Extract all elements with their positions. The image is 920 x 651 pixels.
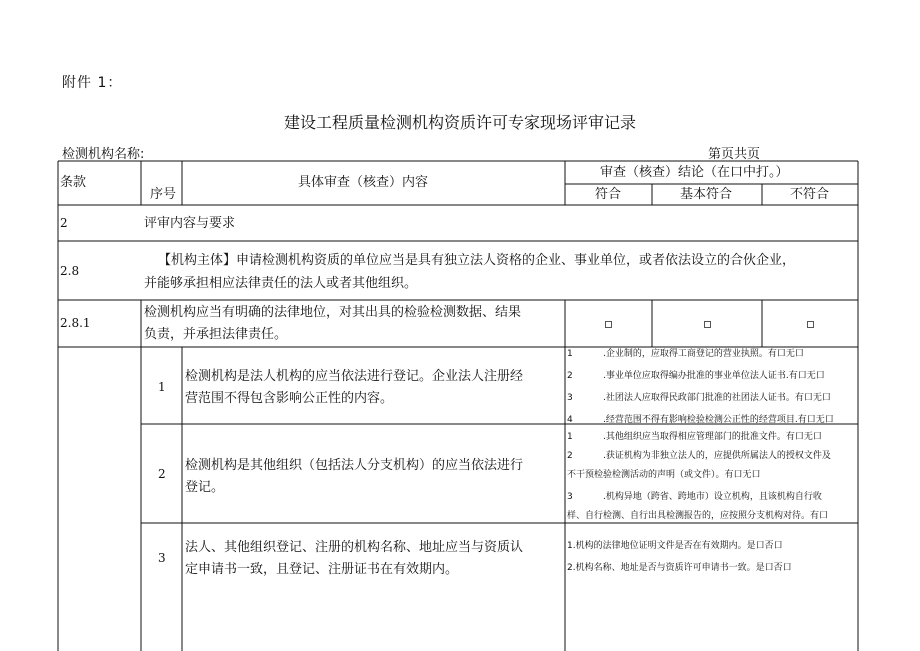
header-clause: 条款: [60, 175, 87, 190]
item-1-note-4: .经营范围不得有影响检验检测公正性的经营项目.有口无口: [603, 415, 834, 423]
item-3-note-1: 1.机构的法律地位证明文件是否在有效期内。是口否口: [567, 541, 783, 551]
item-1-note-4-num: 4: [567, 415, 573, 423]
item-2-note-2: .获证机构为非独立法人的，应提供所属法人的授权文件及: [603, 451, 831, 461]
page-title: 建设工程质量检测机构资质许可专家现场评审记录: [283, 113, 636, 132]
header-not-conform: 不符合: [790, 187, 830, 202]
clause-2-8-1-line2: 负责，并承担法律责任。: [144, 327, 288, 342]
item-2-notes: [565, 424, 857, 522]
section-heading: 评审内容与要求: [144, 216, 236, 231]
item-2-note-3b: 样、自行检测、自行出具检测报告的，应按照分支机构对待。有口: [567, 511, 829, 521]
item-1-note-2-num: 2: [567, 371, 573, 381]
item-2-note-3-num: 3: [567, 492, 573, 502]
attachment-label: 附件 1：: [62, 75, 123, 91]
item-3-note-2: 2.机构名称、地址是否与资质许可申请书一致。是口否口: [567, 563, 792, 573]
item-1-note-1: .企业制的，应取得工商登记的营业执照。有口无口: [603, 349, 804, 359]
item-1-line2: 营范围不得包含影响公正性的内容。: [185, 391, 394, 406]
checkbox-basic-conform[interactable]: [704, 321, 711, 328]
item-2-note-2-num: 2: [567, 451, 573, 461]
item-1-note-2: .事业单位应取得编办批准的事业单位法人证书.有口无口: [603, 371, 825, 381]
header-content: 具体审查（核查）内容: [298, 175, 429, 190]
item-1-line1: 检测机构是法人机构的应当依法进行登记。企业法人注册经: [185, 369, 524, 384]
item-2-line1: 检测机构是其他组织（包括法人分支机构）的应当依法进行: [185, 458, 524, 473]
item-1-note-3-num: 3: [567, 393, 573, 403]
clause-2-8-line1: 【机构主体】申请检测机构资质的单位应当是具有独立法人资格的企业、事业单位，或者依法设立的合伙企业，: [158, 253, 796, 268]
item-3-line2: 定申请书一致，且登记、注册证书在有效期内。: [185, 562, 459, 577]
item-1-seq: 1: [158, 380, 166, 394]
clause-2-8: 2.8: [60, 264, 80, 278]
page-info: 第页共页: [708, 147, 761, 162]
item-1-note-3: .社团法人应取得民政部门批准的社团法人证书。有口无口: [603, 393, 831, 403]
clause-2-8-line2: 并能够承担相应法律责任的法人或者其他组织。: [144, 276, 418, 291]
clause-2-8-1: 2.8.1: [60, 316, 91, 330]
item-2-line2: 登记。: [185, 480, 225, 495]
clause-2: 2: [60, 216, 68, 230]
header-conclusion: 审查（核查）结论（在口中打。）: [600, 165, 789, 180]
header-basic-conform: 基本符合: [680, 187, 733, 202]
header-conform: 符合: [595, 187, 622, 202]
item-1-notes: [565, 347, 857, 423]
header-seq: 序号: [150, 187, 177, 202]
checkbox-not-conform[interactable]: [807, 321, 814, 328]
org-name-label: 检测机构名称:: [62, 147, 145, 162]
item-2-note-1-num: 1: [567, 432, 573, 442]
checkbox-conform[interactable]: [605, 321, 612, 328]
item-3-seq: 3: [158, 551, 166, 565]
item-3-line1: 法人、其他组织登记、注册的机构名称、地址应当与资质认: [185, 540, 524, 555]
item-2-note-1: .其他组织应当取得相应管理部门的批准文件。有口无口: [603, 432, 822, 442]
item-2-note-2b: 不干预检验检测活动的声明（或文件）。有口无口: [567, 470, 761, 480]
item-2-note-3: .机构异地（跨省、跨地市）设立机构，且该机构自行收: [603, 492, 822, 502]
clause-2-8-1-line1: 检测机构应当有明确的法律地位，对其出具的检验检测数据、结果: [144, 305, 522, 320]
item-2-seq: 2: [158, 467, 166, 481]
item-1-note-1-num: 1: [567, 349, 573, 359]
